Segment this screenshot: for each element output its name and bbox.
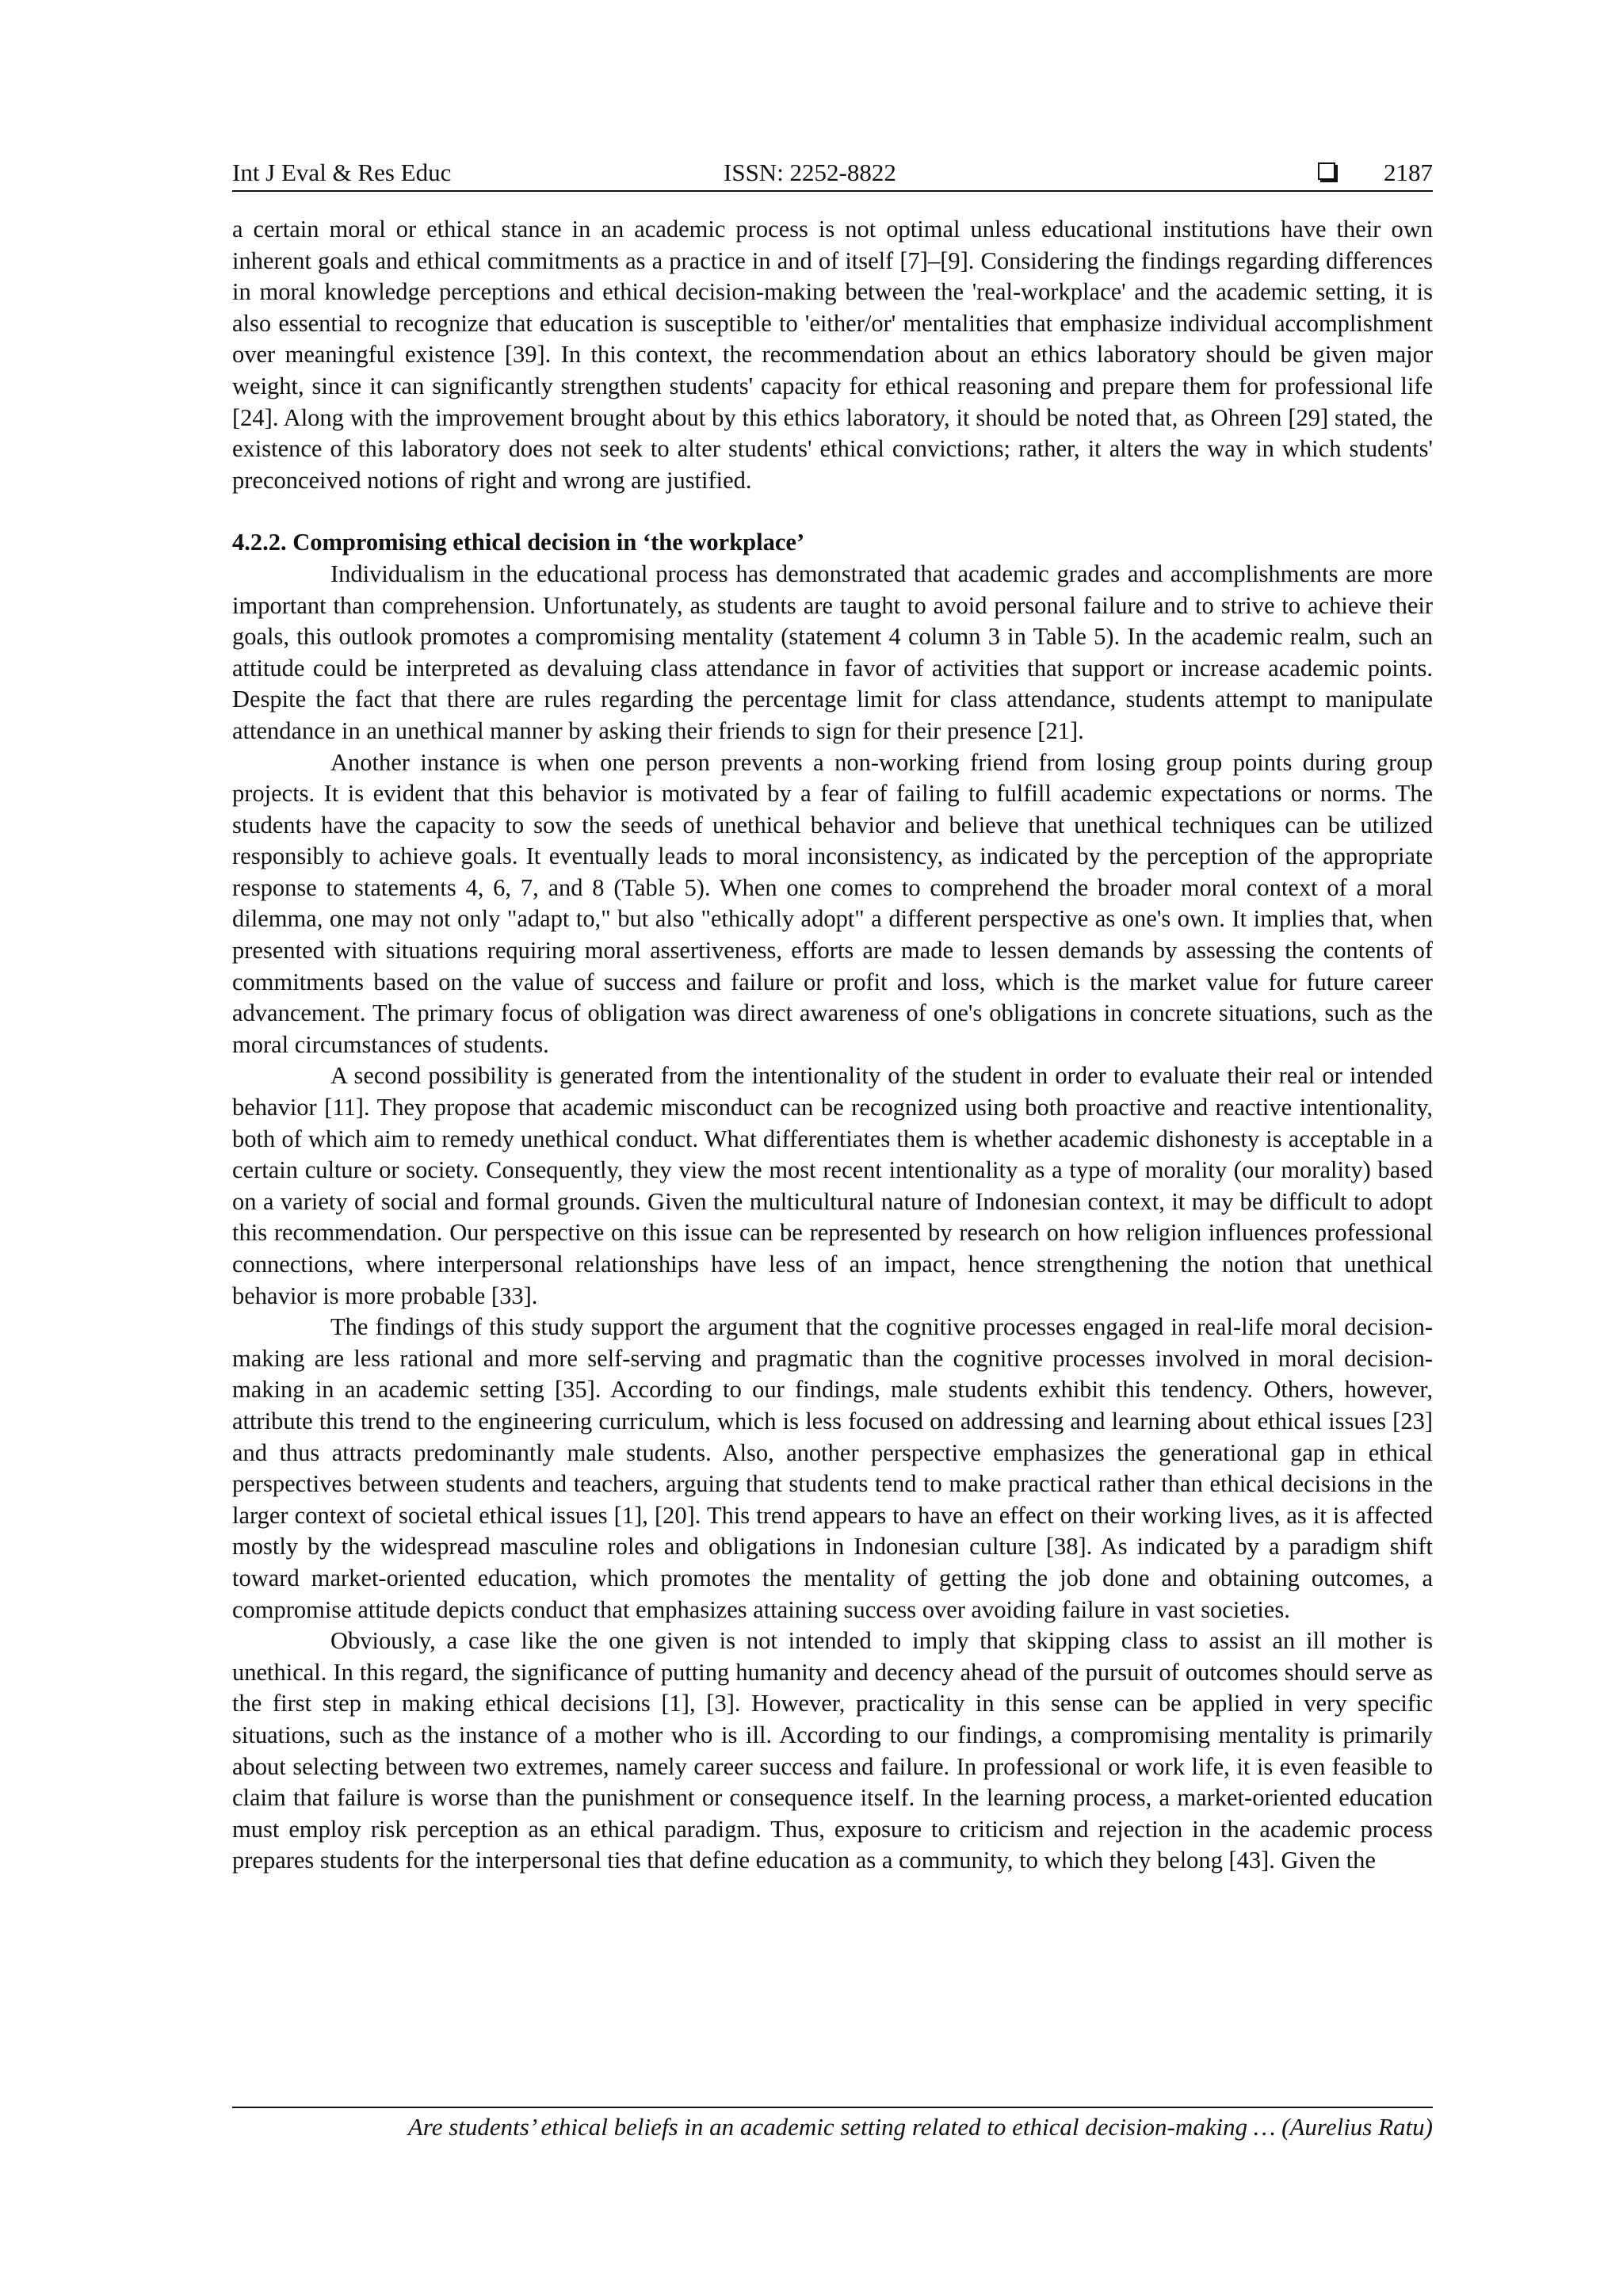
issn: ISSN: 2252-8822	[724, 159, 896, 186]
paragraph: Individualism in the educational process has demonstrated that academic grades and accomplishments are more important than comprehension. Unfortunately, as students are taught to avoid personal failure and to strive to achieve their goals, this outlook promotes a compromising mentality (statement 4 column 3 in Table 5). In the academic realm, such an attitude could be interpreted as devaluing class attendance in favor of activities that support or increase academic points. Despite the fact that there are rules regarding the percentage limit for class attendance, students attempt to manipulate attendance in an unethical manner by asking their friends to sign for their presence [21].	[232, 560, 1433, 744]
header-divider	[232, 190, 1433, 192]
footer-divider	[232, 2107, 1433, 2108]
running-header	[232, 155, 1433, 190]
paragraph-continued: a certain moral or ethical stance in an academic process is not optimal unless educational institutions have their own inherent goals and ethical commitments as a practice in and of itself [7]–[9]. Considering the findings regarding differences in moral knowledge perceptions and ethical decision-making between the 'real-workplace' and the academic setting, it is also essential to recognize that education is susceptible to 'either/or' mentalities that emphasize individual accomplishment over meaningful existence [39]. In this context, the recommendation about an ethics laboratory should be given major weight, since it can significantly strengthen students' capacity for ethical reasoning and prepare them for professional life [24]. Along with the improvement brought about by this ethics laboratory, it should be noted that, as Ohreen [29] stated, the existence of this laboratory does not seek to alter students' ethical convictions; rather, it alters the way in which students' preconceived notions of right and wrong are justified.	[232, 216, 1433, 494]
running-footer: Are students’ ethical beliefs in an academic setting related to ethical decision-making … (Aurelius Ratu)	[407, 2113, 1433, 2141]
paragraph: Another instance is when one person prevents a non-working friend from losing group points during group projects. It is evident that this behavior is motivated by a fear of failing to fulfill academic expectations or norms. The students have the capacity to sow the seeds of unethical behavior and believe that unethical techniques can be utilized responsibly to achieve goals. It eventually leads to moral inconsistency, as indicated by the perception of the appropriate response to statements 4, 6, 7, and 8 (Table 5). When one comes to comprehend the broader moral context of a moral dilemma, one may not only "adapt to," but also "ethically adopt" a different perspective as one's own. It implies that, when presented with situations requiring moral assertiveness, efforts are made to lessen demands by assessing the contents of commitments based on the value of success and failure or profit and loss, which is the market value for future career advancement. The primary focus of obligation was direct awareness of one's obligations in concrete situations, such as the moral circumstances of students.	[232, 748, 1433, 1058]
section-heading: 4.2.2. Compromising ethical decision in ‘the workplace’	[232, 529, 805, 556]
body-text	[232, 214, 1433, 1877]
square-icon	[1318, 162, 1335, 180]
paragraph: The findings of this study support the argument that the cognitive processes engaged in real-life moral decision-making are less rational and more self-serving and pragmatic than the cognitive processes involved in moral decision-making in an academic setting [35]. According to our findings, male students exhibit this tendency. Others, however, attribute this trend to the engineering curriculum, which is less focused on addressing and learning about ethical issues [23] and thus attracts predominantly male students. Also, another perspective emphasizes the generational gap in ethical perspectives between students and teachers, arguing that students tend to make practical rather than ethical decisions in the larger context of societal ethical issues [1], [20]. This trend appears to have an effect on their working lives, as it is affected mostly by the widespread masculine roles and obligations in Indonesian culture [38]. As indicated by a paradigm shift toward market-oriented education, which promotes the mentality of getting the job done and obtaining outcomes, a compromise attitude depicts conduct that emphasizes attaining success over avoiding failure in vast societies.	[232, 1313, 1433, 1623]
paragraph: Obviously, a case like the one given is not intended to imply that skipping class to assist an ill mother is unethical. In this regard, the significance of putting humanity and decency ahead of the pursuit of outcomes should serve as the first step in making ethical decisions [1], [3]. However, practicality in this sense can be applied in very specific situations, such as the instance of a mother who is ill. According to our findings, a compromising mentality is primarily about selecting between two extremes, namely career success and failure. In professional or work life, it is even feasible to claim that failure is worse than the punishment or consequence itself. In the learning process, a market-oriented education must employ risk perception as an ethical paradigm. Thus, exposure to criticism and rejection in the academic process prepares students for the interpersonal ties that define education as a community, to which they belong [43]. Given the	[232, 1627, 1433, 1874]
page-number: 2187	[1384, 159, 1433, 186]
journal-name: Int J Eval & Res Educ	[232, 159, 452, 186]
paragraph: A second possibility is generated from the intentionality of the student in order to evaluate their real or intended behavior [11]. They propose that academic misconduct can be recognized using both proactive and reactive intentionality, both of which aim to remedy unethical conduct. What differentiates them is whether academic dishonesty is acceptable in a certain culture or society. Consequently, they view the most recent intentionality as a type of morality (our morality) based on a variety of social and formal grounds. Given the multicultural nature of Indonesian context, it may be difficult to adopt this recommendation. Our perspective on this issue can be represented by research on how religion influences professional connections, where interpersonal relationships have less of an impact, hence strengthening the notion that unethical behavior is more probable [33].	[232, 1062, 1433, 1309]
